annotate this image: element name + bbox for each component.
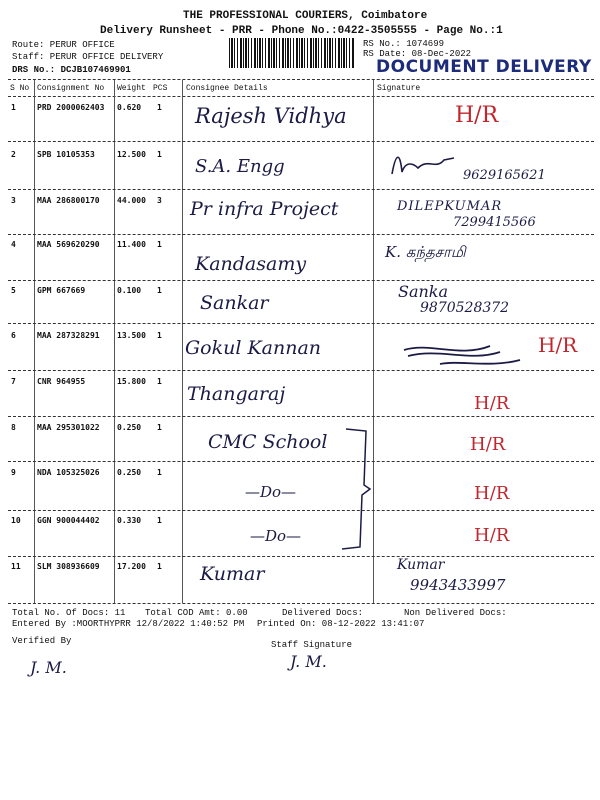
row-consignment-no: GPM 667669 bbox=[37, 286, 86, 295]
row-divider bbox=[8, 234, 594, 235]
row-pcs: 1 bbox=[157, 377, 162, 386]
row-signature: H/R bbox=[455, 103, 499, 128]
company-title: THE PROFESSIONAL COURIERS, Coimbatore bbox=[183, 10, 428, 22]
row-signature: H/R bbox=[538, 333, 578, 357]
row-consignee: —Do— bbox=[245, 483, 297, 501]
row-weight: 17.200 bbox=[117, 562, 146, 571]
row-consignment-no: MAA 569620290 bbox=[37, 240, 100, 249]
row-consignment-no: SPB 10105353 bbox=[37, 150, 95, 159]
row-pcs: 1 bbox=[157, 468, 162, 477]
row-divider bbox=[8, 416, 594, 417]
row-phone: 9870528372 bbox=[420, 300, 510, 316]
row-phone: 7299415566 bbox=[453, 215, 536, 230]
struck-signature-scribble bbox=[400, 338, 530, 370]
row-consignment-no: PRD 2000062403 bbox=[37, 103, 105, 112]
row-consignee: Sankar bbox=[200, 292, 269, 314]
row-consignment-no: MAA 287328291 bbox=[37, 331, 100, 340]
runsheet-title: Delivery Runsheet - PRR - Phone No.:0422-3505555 - Page No.:1 bbox=[100, 25, 503, 37]
row-pcs: 1 bbox=[157, 331, 162, 340]
column-rule bbox=[114, 80, 115, 603]
row-consignment-no: MAA 286800170 bbox=[37, 196, 100, 205]
row-pcs: 3 bbox=[157, 196, 162, 205]
row-divider bbox=[8, 370, 594, 371]
row-weight: 0.100 bbox=[117, 286, 142, 295]
row-pcs: 1 bbox=[157, 240, 162, 249]
row-sno: 3 bbox=[11, 196, 16, 205]
non-delivered-docs: Non Delivered Docs: bbox=[404, 608, 507, 618]
staff-signature-label: Staff Signature bbox=[271, 640, 353, 650]
row-consignee: Thangaraj bbox=[187, 383, 286, 405]
row-pcs: 1 bbox=[157, 562, 162, 571]
row-divider bbox=[8, 603, 594, 604]
col-header-pcs: PCS bbox=[153, 84, 168, 93]
row-weight: 0.330 bbox=[117, 516, 142, 525]
col-header-signature: Signature bbox=[377, 84, 421, 93]
row-consignment-no: GGN 900044402 bbox=[37, 516, 100, 525]
row-divider bbox=[8, 510, 594, 511]
row-sno: 8 bbox=[11, 423, 16, 432]
verified-by-label: Verified By bbox=[12, 636, 72, 646]
row-weight: 0.250 bbox=[117, 468, 142, 477]
row-signature: DILEPKUMAR bbox=[397, 199, 503, 214]
total-cod-amount: Total COD Amt: 0.00 bbox=[145, 608, 248, 618]
row-consignee: Rajesh Vidhya bbox=[195, 104, 347, 128]
row-sno: 10 bbox=[11, 516, 21, 525]
row-consignee: Kumar bbox=[200, 563, 265, 585]
row-sno: 5 bbox=[11, 286, 16, 295]
row-sno: 9 bbox=[11, 468, 16, 477]
row-consignee: CMC School bbox=[208, 431, 328, 453]
handwritten-signature bbox=[388, 150, 468, 180]
row-divider bbox=[8, 556, 594, 557]
row-pcs: 1 bbox=[157, 423, 162, 432]
row-phone: 9629165621 bbox=[463, 168, 546, 183]
staff-initials: J. M. bbox=[290, 652, 327, 671]
row-weight: 15.800 bbox=[117, 377, 146, 386]
delivered-docs: Delivered Docs: bbox=[282, 608, 364, 618]
row-phone: 9943433997 bbox=[410, 576, 506, 594]
row-consignment-no: SLM 308936609 bbox=[37, 562, 100, 571]
row-signature: Sanka bbox=[398, 282, 449, 301]
verifier-initials: J. M. bbox=[30, 658, 67, 677]
row-signature: H/R bbox=[474, 525, 510, 546]
row-pcs: 1 bbox=[157, 286, 162, 295]
row-divider bbox=[8, 280, 594, 281]
row-divider bbox=[8, 461, 594, 462]
divider bbox=[8, 79, 594, 80]
rs-number: RS No.: 1074699 bbox=[363, 39, 445, 49]
printed-on: Printed On: 08-12-2022 13:41:07 bbox=[257, 619, 425, 629]
row-divider bbox=[8, 323, 594, 324]
row-weight: 13.500 bbox=[117, 331, 146, 340]
row-signature: K. கந்தசாமி bbox=[385, 243, 466, 261]
route-label: Route: PERUR OFFICE bbox=[12, 40, 115, 50]
row-weight: 12.500 bbox=[117, 150, 146, 159]
row-weight: 0.250 bbox=[117, 423, 142, 432]
row-sno: 1 bbox=[11, 103, 16, 112]
row-weight: 0.620 bbox=[117, 103, 142, 112]
row-sno: 2 bbox=[11, 150, 16, 159]
col-header-sno: S No bbox=[10, 84, 30, 93]
row-divider bbox=[8, 189, 594, 190]
row-consignment-no: CNR 964955 bbox=[37, 377, 86, 386]
row-sno: 6 bbox=[11, 331, 16, 340]
row-pcs: 1 bbox=[157, 516, 162, 525]
drs-number: DRS No.: DCJB107469901 bbox=[12, 65, 131, 75]
row-consignment-no: MAA 295301022 bbox=[37, 423, 100, 432]
total-docs: Total No. Of Docs: 11 bbox=[12, 608, 126, 618]
row-signature: H/R bbox=[470, 434, 506, 455]
row-sno: 7 bbox=[11, 377, 16, 386]
row-consignee: —Do— bbox=[250, 527, 302, 545]
divider bbox=[8, 96, 594, 97]
col-header-consignee: Consignee Details bbox=[186, 84, 268, 93]
row-pcs: 1 bbox=[157, 103, 162, 112]
column-rule bbox=[182, 80, 183, 603]
row-consignee: Gokul Kannan bbox=[185, 337, 322, 359]
col-header-weight: Weight bbox=[117, 84, 146, 93]
staff-label: Staff: PERUR OFFICE DELIVERY bbox=[12, 52, 164, 62]
document-delivery-stamp: DOCUMENT DELIVERY bbox=[376, 57, 592, 77]
entered-by: Entered By :MOORTHYPRR 12/8/2022 1:40:52 PM bbox=[12, 619, 245, 629]
row-signature: Kumar bbox=[397, 557, 445, 573]
row-consignee: Pr infra Project bbox=[190, 198, 339, 220]
column-rule bbox=[34, 80, 35, 603]
row-signature: H/R bbox=[474, 483, 510, 504]
row-divider bbox=[8, 141, 594, 142]
row-signature: H/R bbox=[474, 393, 510, 414]
rs-date: RS Date: 08-Dec-2022 bbox=[363, 49, 472, 59]
col-header-consignment: Consignment No bbox=[37, 84, 105, 93]
row-consignee: S.A. Engg bbox=[195, 156, 285, 177]
row-sno: 11 bbox=[11, 562, 21, 571]
row-consignment-no: NDA 105325026 bbox=[37, 468, 100, 477]
row-consignee: Kandasamy bbox=[195, 253, 307, 275]
row-weight: 11.400 bbox=[117, 240, 146, 249]
row-pcs: 1 bbox=[157, 150, 162, 159]
row-weight: 44.000 bbox=[117, 196, 146, 205]
ditto-bracket bbox=[340, 425, 374, 555]
barcode bbox=[229, 38, 355, 68]
row-sno: 4 bbox=[11, 240, 16, 249]
